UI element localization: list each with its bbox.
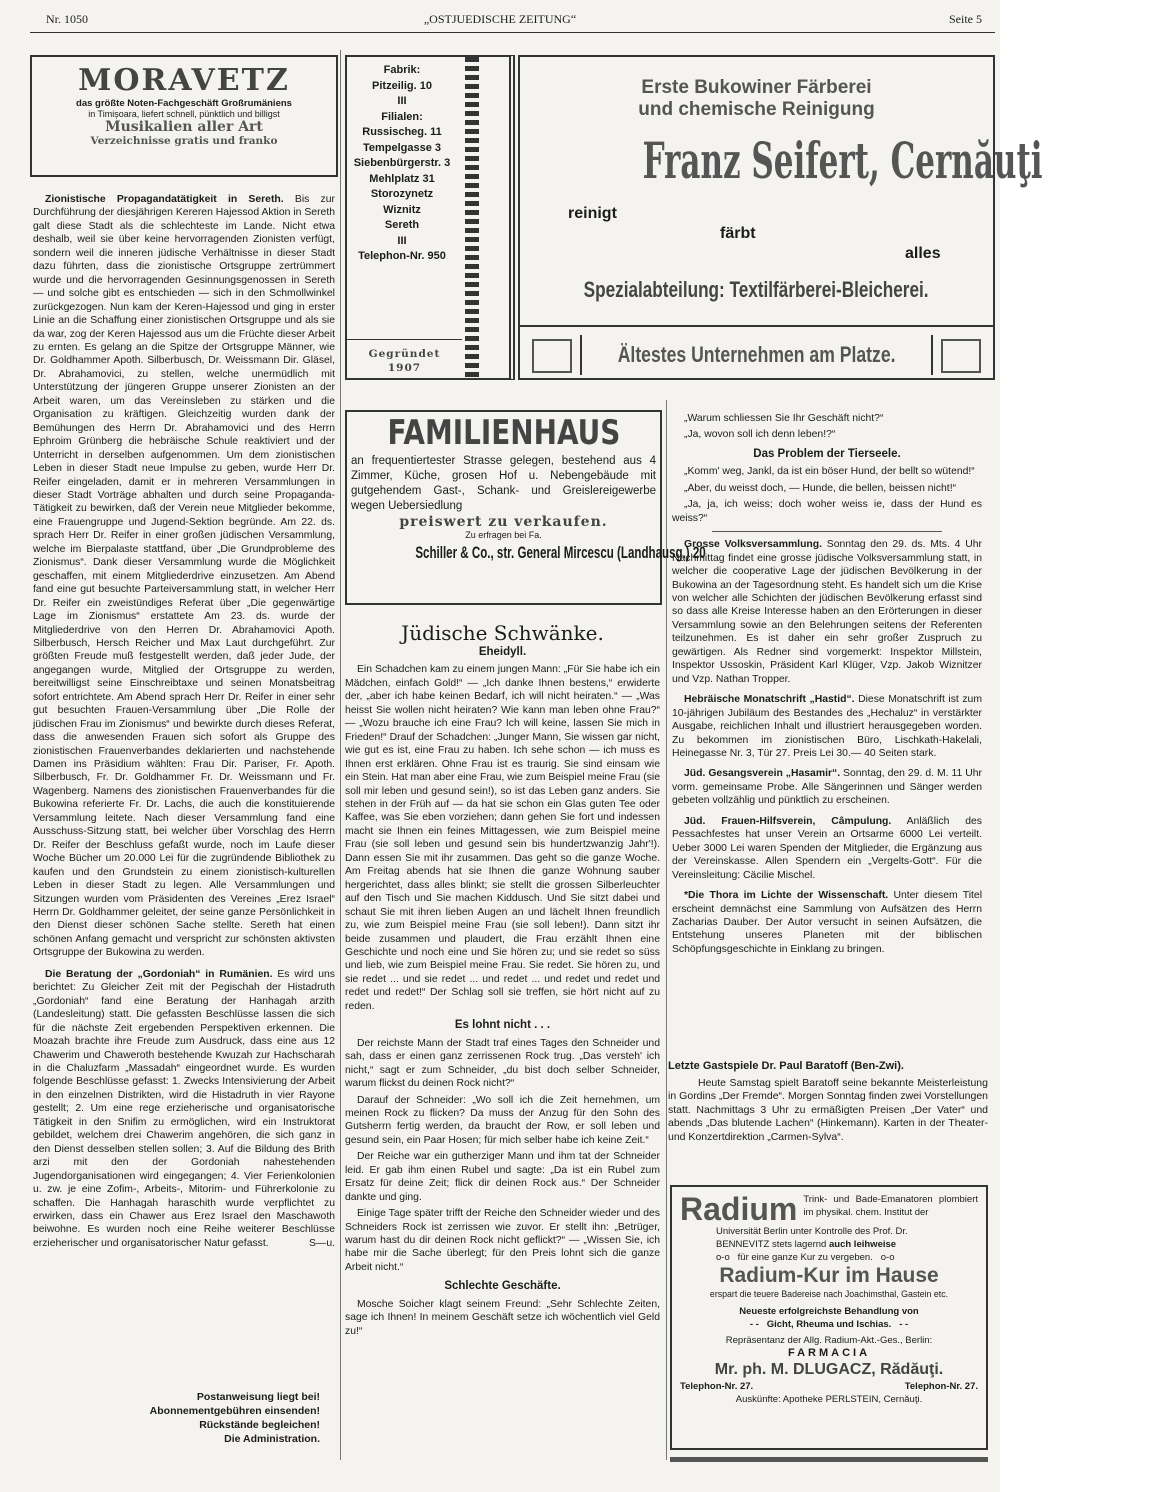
branch-address: Fabrik: [383,64,421,76]
branch-address: Siebenbürgerstr. 3 [353,157,451,169]
founded-year: 1907 [387,362,422,374]
branch-address: Russischeg. 11 [362,126,442,138]
moravetz-line: in Timișoara, liefert schnell, pünktlich und billigst [88,109,280,119]
story-paragraph: „Komm' weg, Jankl, da ist ein böser Hund, der bellt so wütend!“ [684,466,975,478]
theatre-title: Letzte Gastspiele Dr. Paul Baratoff (Ben-Zwi). [668,1060,904,1072]
branch-address: Mehlplatz 31 [369,172,435,185]
seifert-oldest: Ältestes Unternehmen am Platze. [617,342,896,367]
news-item-lead: Grosse Volksversammlung. [684,539,822,551]
theatre-notice [668,1060,988,1144]
story-paragraph: Darauf der Schneider: „Wo soll ich die Zeit hernehmen, um meinen Rock zu flicken? Da muss der Anzug für den Sohn des Gutsherrn fertig werden, da braucht der Row, er soll leben und gesund sein, ein Paar Hosen; für mich selber habe ich keine Zeit.“ [345,1094,660,1146]
notice-line: Postanweisung liegt bei! [196,1391,320,1403]
decorative-rule [670,1457,988,1462]
ornament-icon [941,339,981,373]
news-item [672,693,982,760]
seifert-ad [518,55,1043,380]
fabrik-ad [345,55,515,380]
story-paragraph: Einige Tage später trifft der Reiche den Schneider wieder und des Schneiders Rock ist zerrissen wie zuvor. Er stellt ihn: „Betrüger, warum hast du dir deinen Rock nicht geflickt?“ — „Wissen Sie, ich habe mir die Sache überlegt; für den Preis lohnt sich die ganze Arbeit nicht.“ [345,1208,660,1273]
news-item-lead: Jüd. Frauen-Hilfsverein, Câmpulung. [684,815,892,827]
familienhaus-ask: Zu erfragen bei Fa. [465,530,542,540]
news-item [672,767,982,807]
seifert-line: und chemische Reinigung [638,99,875,120]
notice-line: Rückstände begleichen! [199,1419,320,1431]
news-item-lead: Jüd. Gesangsverein „Hasamir“. [684,768,841,780]
page-number: Seite 5 [949,12,982,26]
theatre-text: Heute Samstag spielt Baratoff seine bekannte Meisterleistung in Gordins „Der Fremde“. Morgen Sonntag finden zwei Vorstellungen statt. Nachmittags 3 Uhr zu ermäßigten Preisen „Der Vater“ und abends „Das blutende Lachen“ (Hinkemann). Karten in der Theater- und Konzertdirektion „Carmen-Sylva“. [668,1076,988,1143]
middle-column [345,620,660,1338]
story-paragraph: Der reichste Mann der Stadt traf eines Tages den Schneider und sah, dass er einen ganz zerrissenen Rock trug. „Das versteh' ich nicht,“ sagt er zum Schneider, „du bist doch selber Schneider, warum flickst du deinen Rock nicht?“ [345,1037,660,1090]
moravetz-line: Musikalien aller Art [105,119,263,135]
story-title: Schlechte Geschäfte. [444,1280,561,1293]
news-item [672,815,982,882]
familienhaus-title: FAMILIENHAUS [387,413,620,453]
news-item-text: Sonntag, den 29. d. M. 11 Uhr vorm. gemeinsame Probe. Alle Sängerinnen und Sänger werden gebeten vollzählig und pünktlich zu erscheinen. [672,768,982,807]
news-item [672,889,982,956]
radium-text: - - Gicht, Rheuma und Ischias. - - [749,1319,909,1330]
article-signature: S—u. [309,1237,335,1249]
radium-info: Auskünfte: Apotheke PERLSTEIN, Cernăuţi. [735,1394,923,1405]
radium-text: erspart die teuere Badereise nach Joachimsthal, Gastein etc. [709,1289,949,1299]
seifert-word: alles [905,245,941,262]
article-lead: Zionistische Propagandatätigkeit in Sereth. [45,194,284,205]
notice-line: Abonnementgebühren einsenden! [149,1405,320,1417]
seifert-line: Erste Bukowiner Färberei [641,77,872,98]
news-item-text: Sonntag den 29. ds. Mts. 4 Uhr Nachmittag findet eine grosse jüdische Volksversammlung statt, in welcher die cooperative Lage der jüdischen Bevölkerung in der Bukowina an der Tagesordnung steht. Es handelt sich um die Krise von welcher alle Schichten der jüdischen Bevölkerung erfasst sind so dass alle Kreise Interesse haben an den Erörterungen in dieser Versammlung sowie an den Belehrungen seitens der Referenten teilzunehmen. Es ist daher ein sehr großer Zuspruch zu gewärtigen. Als Redner sind vorgemerkt: Inspektor Millstein, Inspektor Ussoskin, Präsident Karl Klüger, Vzp. Jakob Wiznitzer und Vzp. Nathan Tropper. [672,539,982,685]
branch-address: Filialen: [381,110,423,123]
article-text: Bis zur Durchführung der diesjährigen Kereren Hajessod Aktion in Sereth galt diese Stadt als die schlechteste im Lande. Nicht etwa deshalb, weil sie über keine hervorragenden Zionisten verfügt, sondern weil die inneren jüdische Verhältnisse in dieser Stadt dazu führten, dass die zionistische Ortsgruppe zertrümmert wurde und die hervorragenden Gesinnungsgenossen in Sereth — und solche gibt es entschieden — sich in den Schmollwinkel zurückgezogen. Nun kam der Keren-Hajessod und ging in erster Linie an die Schaffung einer zionistischen Ortsgruppe und als sie da war, zog der Keren Hajessod aus um die Früchte dieser Arbeit zu ernten. Es gelang an die Spitze der Ortsgruppe Männer, wie Dr. Goldhammer Apoth. Silberbusch, Dr. Weissmann Dir. Gläsel, Dr. Abrahamovici, zu stellen, welche unermüdlich mit Unterstützung der jüngeren Gruppe unserer Zionisten an der Arbeit waren, um das Vereinsleben zu stärken und die Organisation zu kräftigen. Gleichzeitig wurden dank der Bemühungen des Herrn Dr. Abrahamovici und des Herrn Ephroim Grünberg die hebräische Schule reaktiviert und der Unterricht in derselben aufgenommen. Um dem zionistischen Leben in dieser Stadt neue Impulse zu geben, wurde Herr Dr. Reifer eingeladen, damit er in mehreren Versammlungen in dieser Stadt Vorträge abhalten und durch seine Propaganda-Tätigkeit zu bewirken, daß der Verein neue Mitglieder bekomme, eine Frauengruppe und Jugend-Sektion begründe. Am 22. ds. sprach Herr Dr. Reifer in einer großen jüdischen Versammlung, welche im Bierpalaste stattfand, über „Die Grundprobleme des Zionismus“. Dank dieser Versammlung wurde die Möglichkeit geschaffen, mit einem Mitgliederdrive einzusetzen. Am Abend fand eine gut besuchte Parteiversammlung statt, in welcher Herr Dr. Reifer ein zweistündiges Referat über „Die gegenwärtige Lage im Zionismus“ erstattete Am 23. ds. wurde der Mitgliederdrive von den Herren Dr. Abrahamovici Apoth. Silberbusch, Hersch Reicher und Max Laut durchgeführt. Zur größten Freude muß festgestellt werden, daß jeder Jude, der angegangen wurde, Mitglied der Ortsgruppe zu werden, bereitwilligst seine Einschreibtaxe und seinen Monatsbeitrag sofort entrichtete. Am Abend sprach Herr Dr. Reifer in einer sehr gut besuchten Frauen-Versammlung über „Die Rolle der jüdischen Frau im Zionismus“ und bewirkte durch dieses Referat, dass die anwesenden Frauen sich sofort als Gruppe des zionistischen Frauenverbandes deklarierten und nachstehende Damen ins Präsidium wählten: Frau Dir. Pariser, Fr. Apoth. Silberbusch, Fr. Dr. Goldhammer Fr. Dr. Weissmann und Fr. Wagenberg. Namens des zionistischen Frauenverbandes für die Bukowina referierte Fr. Dr. Lachs, die auch die konstituierende Versammlung leitete. Nach dieser Versammlung fand eine Ausschuss-Sitzung statt, bei welcher über Vorschlag des Herrn Dr. Reifer der Beschluss gefaßt wurde, noch im Laufe dieser Woche Bücher um 20.000 Lei für die zugründende Bibliothek zu kaufen und den Grundstein zu einem zionistisch-kulturellen Leben in dieser Stadt zu legen. Alle Versammlungen und Sitzungen wurden vom Präsidenten des Vereines „Erez Israel“ Herrn Dr. Goldhammer geleitet, der seine ganze Persönlichkeit in den Dienst dieser schönen Sache stellte. Sereth hat einen schönen Anfang gemacht und verspricht zur schönsten aktivsten Ortsgruppe der Bukowina zu werden. [33,194,335,959]
story-paragraph: Mosche Soicher klagt seinem Freund: „Sehr Schlechte Zeiten, sage ich Ihnen! In meinem Geschäft setze ich wöchentlich viel Geld zu!“ [345,1298,660,1337]
administration-notice [140,1390,320,1446]
moravetz-ad [30,55,338,177]
branch-address: III [397,234,407,247]
radium-text: Repräsentanz der Allg. Radium-Akt.-Ges., Berlin: [725,1335,933,1346]
seifert-word: reinigt [568,205,617,222]
story-paragraph: Ein Schadchen kam zu einem jungen Mann: „Für Sie habe ich ein Mädchen, einfach Gold!“ — „Ich danke Ihnen bestens,“ erwiderte der, „aber ich habe keinen Bedarf, ich will nicht heiraten.“ — „Was heisst Sie wollen nicht heiraten? Wie kann man leben ohne Frau?“ — „Wozu brauche ich eine Frau? Ich will keine, lassen Sie mich in Frieden!“ Drauf der Schadchen: „Junger Mann, Sie wissen gar nicht, wie gut es ist, eine Frau zu haben. Ich sehe schon — ich muss es Ihnen erst erklären. Ohne Frau ist es traurig. Sie sind einsam wie ein Stein. Hat man aber eine Frau, wie zum Beispiel meine Frau (sie soll mir leben und gesund sein!), so ist das Leben ganz anders. Sie stehen in der Früh auf — da hat sie schon ein Glas guten Tee oder Kaffee, was Sie eben vorziehen; dann gehen Sie fort und indessen macht sie Ihnen ein feines Mittagessen, wie zum Beispiel meine Frau (sie soll leben und gesund sein bis hundertzwanzig Jahr'!). Dann essen Sie mit ihr zusammen. Das geht so die ganze Woche. Am Freitag abends hat sie Ihnen die ganze Wohnung sauber hergerichtet, dass alles blinkt; sie stellt die grossen Silberleuchter auf den Tisch und Sie machen Kiddusch. Und Sie sitzt dabei und schaut Sie mit ihren lieben Augen an und lächelt Ihnen freundlich zu, wie zum Beispiel meine Frau (sie soll leben!). Dann sitzt ihr beide zusammen und plaudert, die Frau erzählt Ihnen eine Geschichte und noch eine und Sie hören zu; und sie redet so süss und lieb, wie zum Beispiel meine Frau. Sie redet. Sie hören zu, und sie redet ... und sie redet ... und redet ... und redet und redet und redet und redet!“ Der Schlag soll sie treffen, sie hört nicht auf zu reden. [345,664,660,1012]
moravetz-logo: MORAVETZ [78,63,290,98]
branch-address: Storozynetz [370,188,434,200]
newspaper-title: „OSTJUEDISCHE ZEITUNG“ [423,12,577,26]
radium-headline: Radium-Kur im Hause [719,1264,939,1287]
familienhaus-body: an frequentiertester Strasse gelegen, bestehend aus 4 Zimmer, Küche, grosen Hof u. Nebengebäude mit gutgehendem Gast-, Schank- und Greislereigewerbe wegen Uebersiedlung [351,455,656,512]
news-item-text: Anläßlich des Pessachfestes hat unser Verein an Ortsarme 6000 Lei verteilt. Ueber 3000 Lei waren Spenden der Mitglieder, die Ergänzung aus der Vereinskasse. Allen Spendern ein „Vergelts-Gott“. Für die Vereinsleitung: Cäcilie Mischel. [672,815,982,881]
seifert-word: färbt [720,225,756,242]
issue-number: Nr. 1050 [46,12,88,26]
radium-title: Radium [680,1191,798,1227]
news-item [672,538,982,686]
founded-label: Gegründet [368,348,441,360]
article-lead: Die Beratung der „Gordoniah“ in Rumänien. [45,968,273,980]
story-line: „Warum schliessen Sie Ihr Geschäft nicht?“ [684,413,884,424]
news-item-text: Diese Monatschrift ist zum 10-jährigen Jubiläum des Bestandes des „Hechaluz“ in verstärkter Ausgabe, reichlichen Inhalt und illustriert herausgegeben worden. Zu bekommen im zionistischen Büro, Lischkath-Hakelali, Heinegasse Nr. 3, Tür 27. Preis Lei 30.— 40 Seiten stark. [672,694,982,759]
left-column [33,193,335,1250]
radium-text: Universität Berlin unter Kontrolle des Prof. Dr. [716,1226,908,1237]
story-paragraph: „Aber, du weisst doch, — Hunde, die bellen, beissen nicht!“ [684,482,957,494]
familienhaus-price: preiswert zu verkaufen. [399,514,608,530]
column-divider [340,50,341,1460]
radium-text: auch leihweise [829,1239,897,1250]
radium-telephone: Telephon-Nr. 27. [680,1381,754,1392]
ornament-icon [532,339,572,373]
radium-ad [670,1185,988,1450]
moravetz-line: das größte Noten-Fachgeschäft Großrumäniens [76,98,292,109]
branch-address: Sereth [384,219,420,231]
story-line: „Ja, wovon soll ich denn leben!?“ [684,429,836,441]
moravetz-line: Verzeichnisse gratis und franko [90,135,278,147]
radium-telephone: Telephon-Nr. 27. [904,1381,978,1392]
branch-address: Telephon-Nr. 950 [358,250,446,262]
branch-address: III [397,95,407,107]
news-item-lead: *Die Thora im Lichte der Wissenschaft. [684,890,889,902]
branch-address: Pitzeilig. 10 [372,79,432,92]
story-paragraph: „Ja, ja, ich weiss; doch woher weiss ie, dass der Hund es weiss?“ [672,499,982,524]
radium-text: Neueste erfolgreichste Behandlung von [739,1306,919,1317]
decorative-border [465,57,479,378]
familienhaus-ad [345,410,706,605]
story-title: Das Problem der Tierseele. [753,447,901,460]
radium-text: o-o für eine ganze Kur zu vergeben. o-o [716,1252,895,1263]
branch-address: Wiznitz [383,203,421,216]
news-item-text: Unter diesem Titel erscheint demnächst eine Sammlung von Aufsätzen des Herrn Zacharias Dauber. Der Autor versucht in seinen Aufsätzen, die Entstehung unseres Planeten mit der biblischen Schöpfungsgeschichte in Einklang zu bringen. [672,890,983,955]
article-text: Es wird uns berichtet: Zu Gleicher Zeit mit der Pegischah der Histadruth „Gordoniah“ fand eine Beratung der Hanhagah arzith (Landesleitung) statt. Die gefassten Beschlüsse lassen die sich für die nächste Zeit ergebenden Perspektiven erkennen. Die Moazah brachte ihre Freude zum Ausdruck, dass eine aus 12 Chawerim und Chaweroth bestehende Kwuzah zur Hachscharah in die Chaluzfarm „Massadah“ eingeordnet wurde. Es wurden folgende Beschlüsse gefasst: 1. Zwecks Intensivierung der Arbeit in den einzelnen Distrikten, wird die Histadruth in vier Rayone gestellt; 2. Um eine rege erzieherische und organisatorische Tätigkeit in den Snifim zu ermöglichen, wird ein Instruktorat gebildet, welchem drei Chawerim angehören, die sich ganz in den Dienst desselben stellen sollen; 3. Auf die Bildung des Brith arzi mit den der Gordoniah nahestehenden Jugendorganisationen wird eingegangen; 4. Vier Ferienkolonien u. zw. je eine Zofim-, Arbeits-, Mitorim- und Führerkolonie zu schaffen. Die Hanhagah haraschith wurde verpflichtet zu erwirken, dass ein Chawer aus Erez Israel den Maschawoth beiwohne. Es wurden noch eine Reihe weiterer Beschlüsse erzieherischer und organisatorischer Natur gefasst. [33,968,335,1249]
seifert-special: Spezialabteilung: Textilfärberei-Bleicherei. [584,277,929,302]
seifert-name: Franz Seifert, Cernăuţi [642,131,1043,190]
story-paragraph: Der Reiche war ein gutherziger Mann und ihm tat der Schneider leid. Er gab ihm einen Rubel und sagte: „Da ist ein Rubel zum Ersatz für deine Zeit; flick dir deinen Rock aus.“ Der Schneider dankte und ging. [345,1151,660,1203]
header-rule [30,32,995,33]
radium-text: Trink- und Bade-Emanatoren plombiert im physikal. chem. Institut der [803,1194,978,1218]
radium-owner: Mr. ph. M. DLUGACZ, Rădăuţi. [714,1361,944,1378]
notice-line: Die Administration. [224,1433,320,1445]
branch-address: Tempelgasse 3 [362,141,442,154]
familienhaus-firm: Schiller & Co., str. General Mircescu (Landhausg.) 20 [415,543,706,562]
article-sereth [33,193,335,960]
section-title: Jüdische Schwänke. [401,621,604,645]
right-column [672,412,982,963]
radium-farmacia: FARMACIA [787,1347,871,1359]
article-gordoniah [33,968,335,1251]
story-title: Es lohnt nicht . . . [454,1019,551,1032]
news-item-lead: Hebräische Monatschrift „Hastid“. [684,694,855,706]
radium-text: BENNEVITZ stets lagernd [716,1239,827,1250]
story-title: Eheidyll. [478,646,527,658]
